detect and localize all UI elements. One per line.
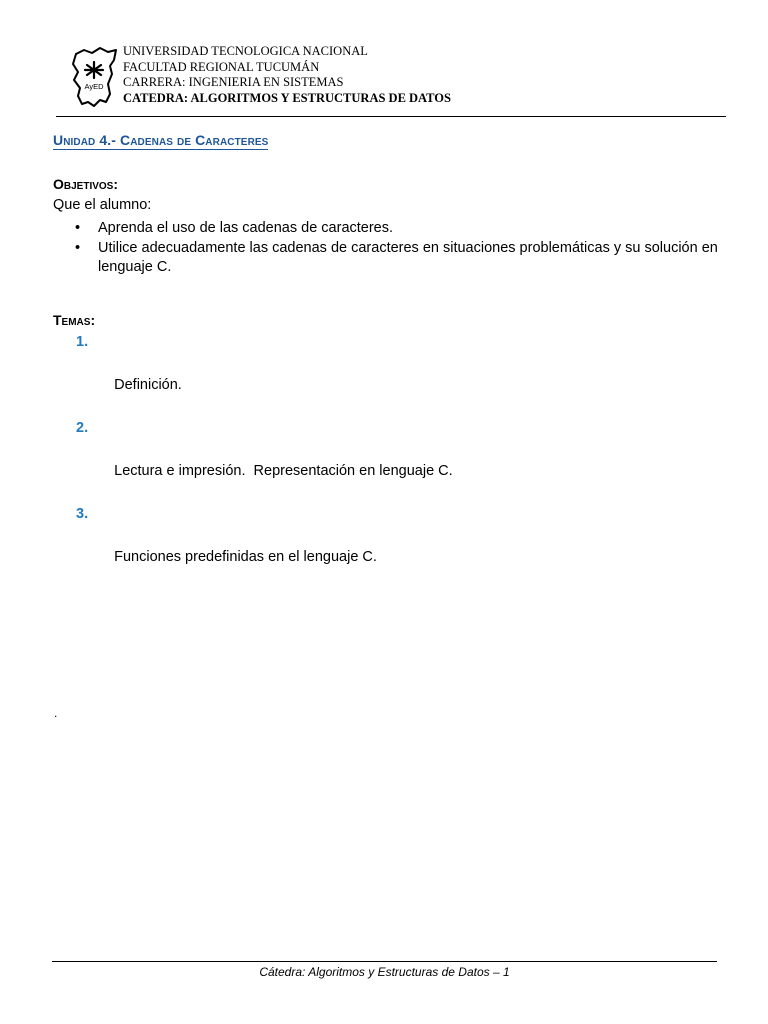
list-item xyxy=(53,332,453,418)
list-item xyxy=(53,239,723,277)
list-item xyxy=(53,418,453,504)
header-lines xyxy=(123,44,451,106)
topic-text: Lectura e impresión. Representación en lenguaje C. xyxy=(114,463,453,479)
university-name: UNIVERSIDAD TECNOLOGICA NACIONAL xyxy=(123,44,368,58)
topic-number: 1. xyxy=(76,334,89,350)
career-name: CARRERA: INGENIERIA EN SISTEMAS xyxy=(123,75,344,89)
objective-text: Utilice adecuadamente las cadenas de caracteres en situaciones problemáticas y su solución en lenguaje C. xyxy=(98,240,718,275)
objectives-heading: Objetivos: xyxy=(53,176,119,192)
topic-text: Definición. xyxy=(114,377,182,393)
page-footer: Cátedra: Algoritmos y Estructuras de Datos – 1 xyxy=(52,961,717,979)
faculty-name: FACULTAD REGIONAL TUCUMÁN xyxy=(123,59,320,74)
topic-text: Funciones predefinidas en el lenguaje C. xyxy=(114,549,377,565)
course-name: CATEDRA: ALGORITMOS Y ESTRUCTURAS DE DATOS xyxy=(123,90,451,105)
objectives-intro: Que el alumno: xyxy=(53,197,152,213)
topics-list xyxy=(53,332,453,590)
unit-title: Unidad 4.- Cadenas de Caracteres xyxy=(53,132,269,148)
stray-mark: . xyxy=(54,706,58,720)
university-logo xyxy=(70,44,120,110)
list-item xyxy=(53,504,453,590)
objectives-list xyxy=(53,219,723,278)
bullet-icon: • xyxy=(75,220,81,236)
topic-number: 3. xyxy=(76,506,89,522)
topic-number: 2. xyxy=(76,420,89,436)
objective-text: Aprenda el uso de las cadenas de caracteres. xyxy=(98,220,394,236)
page-header xyxy=(56,42,726,117)
topics-heading: Temas: xyxy=(53,312,96,328)
logo-text: AyED xyxy=(84,82,104,91)
bullet-icon: • xyxy=(75,240,81,256)
list-item xyxy=(53,219,723,238)
